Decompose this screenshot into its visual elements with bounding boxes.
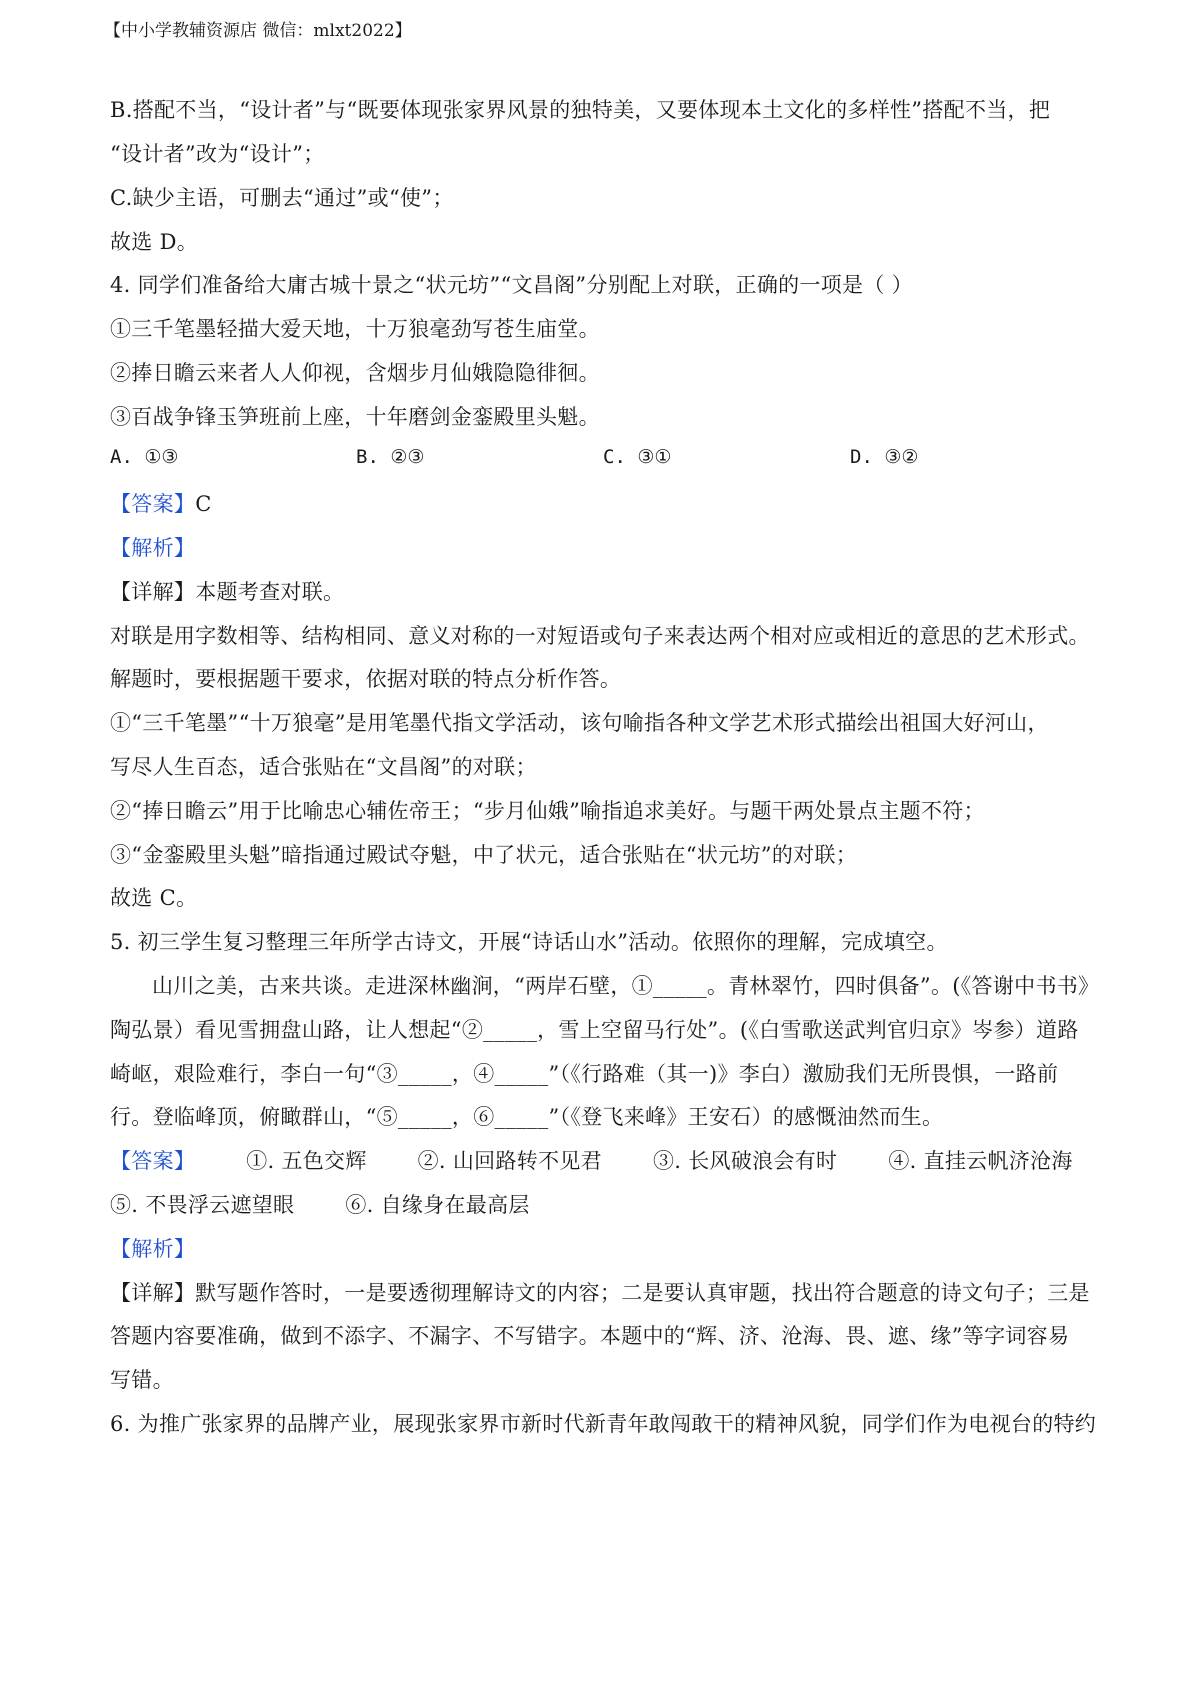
q4-detail: [110, 576, 344, 606]
q5-passage-4: 行。登临峰顶，俯瞰群山，“⑤_____，⑥_____”（《登飞来峰》王安石）的感慨油然而生。: [110, 1105, 944, 1129]
q4-item-2: ②捧日瞻云来者人人仰视，含烟步月仙娥隐隐徘徊。: [110, 361, 600, 385]
q5-analysis-label: 【解析】: [110, 1237, 196, 1261]
q4-explain-5: ②“捧日瞻云”用于比喻忠心辅佐帝王；“步月仙娥”喻指追求美好。与题干两处景点主题不符；: [110, 799, 985, 823]
q5-passage-2: 陶弘景）看见雪拥盘山路，让人想起“②_____，雪上空留马行处”。(《白雪歌送武判官归京》岑参）道路: [110, 1018, 1079, 1042]
q5-answer-1: ①. 五色交辉: [246, 1149, 367, 1173]
q4-conclusion: 故选 C。: [110, 886, 198, 910]
q3-option-b-line2: “设计者”改为“设计”；: [110, 142, 325, 166]
q4-option-b: B. ②③: [356, 446, 425, 468]
q4-stem: 4. 同学们准备给大庸古城十景之“状元坊”“文昌阁”分别配上对联，正确的一项是（ ）: [110, 273, 913, 297]
q5-answer-5: ⑤. 不畏浮云遮望眼: [110, 1193, 295, 1217]
q4-option-d: D. ③②: [850, 446, 919, 468]
q5-detail-1: [110, 1277, 1090, 1307]
q4-explain-6: ③“金銮殿里头魁”暗指通过殿试夺魁，中了状元，适合张贴在“状元坊”的对联；: [110, 843, 858, 867]
q4-detail-label: 【详解】: [110, 580, 196, 604]
q5-answers-row2: [110, 1189, 530, 1219]
q5-passage-1: 山川之美，古来共谈。走进深林幽涧，“两岸石壁，①_____。青林翠竹，四时俱备”。(《答谢中书书》: [152, 974, 1100, 998]
q5-passage-3: 崎岖，艰险难行，李白一句“③_____，④_____”（《行路难（其一)》李白）激励我们无所畏惧，一路前: [110, 1062, 1059, 1086]
q5-detail-3: 写错。: [110, 1368, 174, 1392]
q5-answer-4: ④. 直挂云帆济沧海: [888, 1149, 1073, 1173]
q3-conclusion: 故选 D。: [110, 230, 199, 254]
q4-answer: [110, 488, 212, 518]
q4-explain-3: ①“三千笔墨”“十万狼毫”是用笔墨代指文学活动，该句喻指各种文学艺术形式描绘出祖国大好河山，: [110, 711, 1049, 735]
q6-stem: 6. 为推广张家界的品牌产业，展现张家界市新时代新青年敢闯敢干的精神风貌，同学们作为电视台的特约: [110, 1412, 1097, 1436]
q4-analysis-label: 【解析】: [110, 536, 196, 560]
q4-explain-4: 写尽人生百态，适合张贴在“文昌阁”的对联；: [110, 755, 537, 779]
q5-detail-2: 答题内容要准确，做到不添字、不漏字、不写错字。本题中的“辉、济、沧海、畏、遮、缘”等字词容易: [110, 1324, 1070, 1348]
q4-option-a: A. ①③: [110, 446, 179, 468]
q4-answer-label: 【答案】: [110, 492, 196, 516]
q4-detail-intro: 本题考查对联。: [195, 580, 345, 604]
q4-answer-value: C: [195, 492, 212, 516]
q3-option-c: C.缺少主语，可删去“通过”或“使”；: [110, 186, 454, 210]
q5-answer-3: ③. 长风破浪会有时: [652, 1149, 838, 1173]
q5-answer-2: ②. 山回路转不见君: [417, 1149, 602, 1173]
q4-item-1: ①三千笔墨轻描大爱天地，十万狼毫劲写苍生庙堂。: [110, 317, 600, 341]
q4-explain-1: 对联是用字数相等、结构相同、意义对称的一对短语或句子来表达两个相对应或相近的意思的艺术形式。: [110, 624, 1090, 648]
q5-answers-row1: [110, 1145, 1073, 1175]
header-watermark: 【中小学教辅资源店 微信：mlxt2022】: [104, 21, 412, 41]
q4-option-c: C. ③①: [603, 446, 672, 468]
q3-option-b-line1: B.搭配不当，“设计者”与“既要体现张家界风景的独特美，又要体现本土文化的多样性”搭配不当，把: [110, 98, 1051, 122]
q5-answer-label: 【答案】: [110, 1149, 196, 1173]
q4-explain-2: 解题时，要根据题干要求，依据对联的特点分析作答。: [110, 667, 622, 691]
q5-detail-label: 【详解】: [110, 1281, 196, 1305]
q4-item-3: ③百战争锋玉笋班前上座，十年磨剑金銮殿里头魁。: [110, 405, 600, 429]
q5-answer-6: ⑥. 自缘身在最高层: [345, 1193, 530, 1217]
q5-stem: 5. 初三学生复习整理三年所学古诗文，开展“诗话山水”活动。依照你的理解，完成填空。: [110, 930, 948, 954]
q5-detail-text-1: 默写题作答时，一是要透彻理解诗文的内容；二是要认真审题，找出符合题意的诗文句子；三是: [195, 1281, 1090, 1305]
